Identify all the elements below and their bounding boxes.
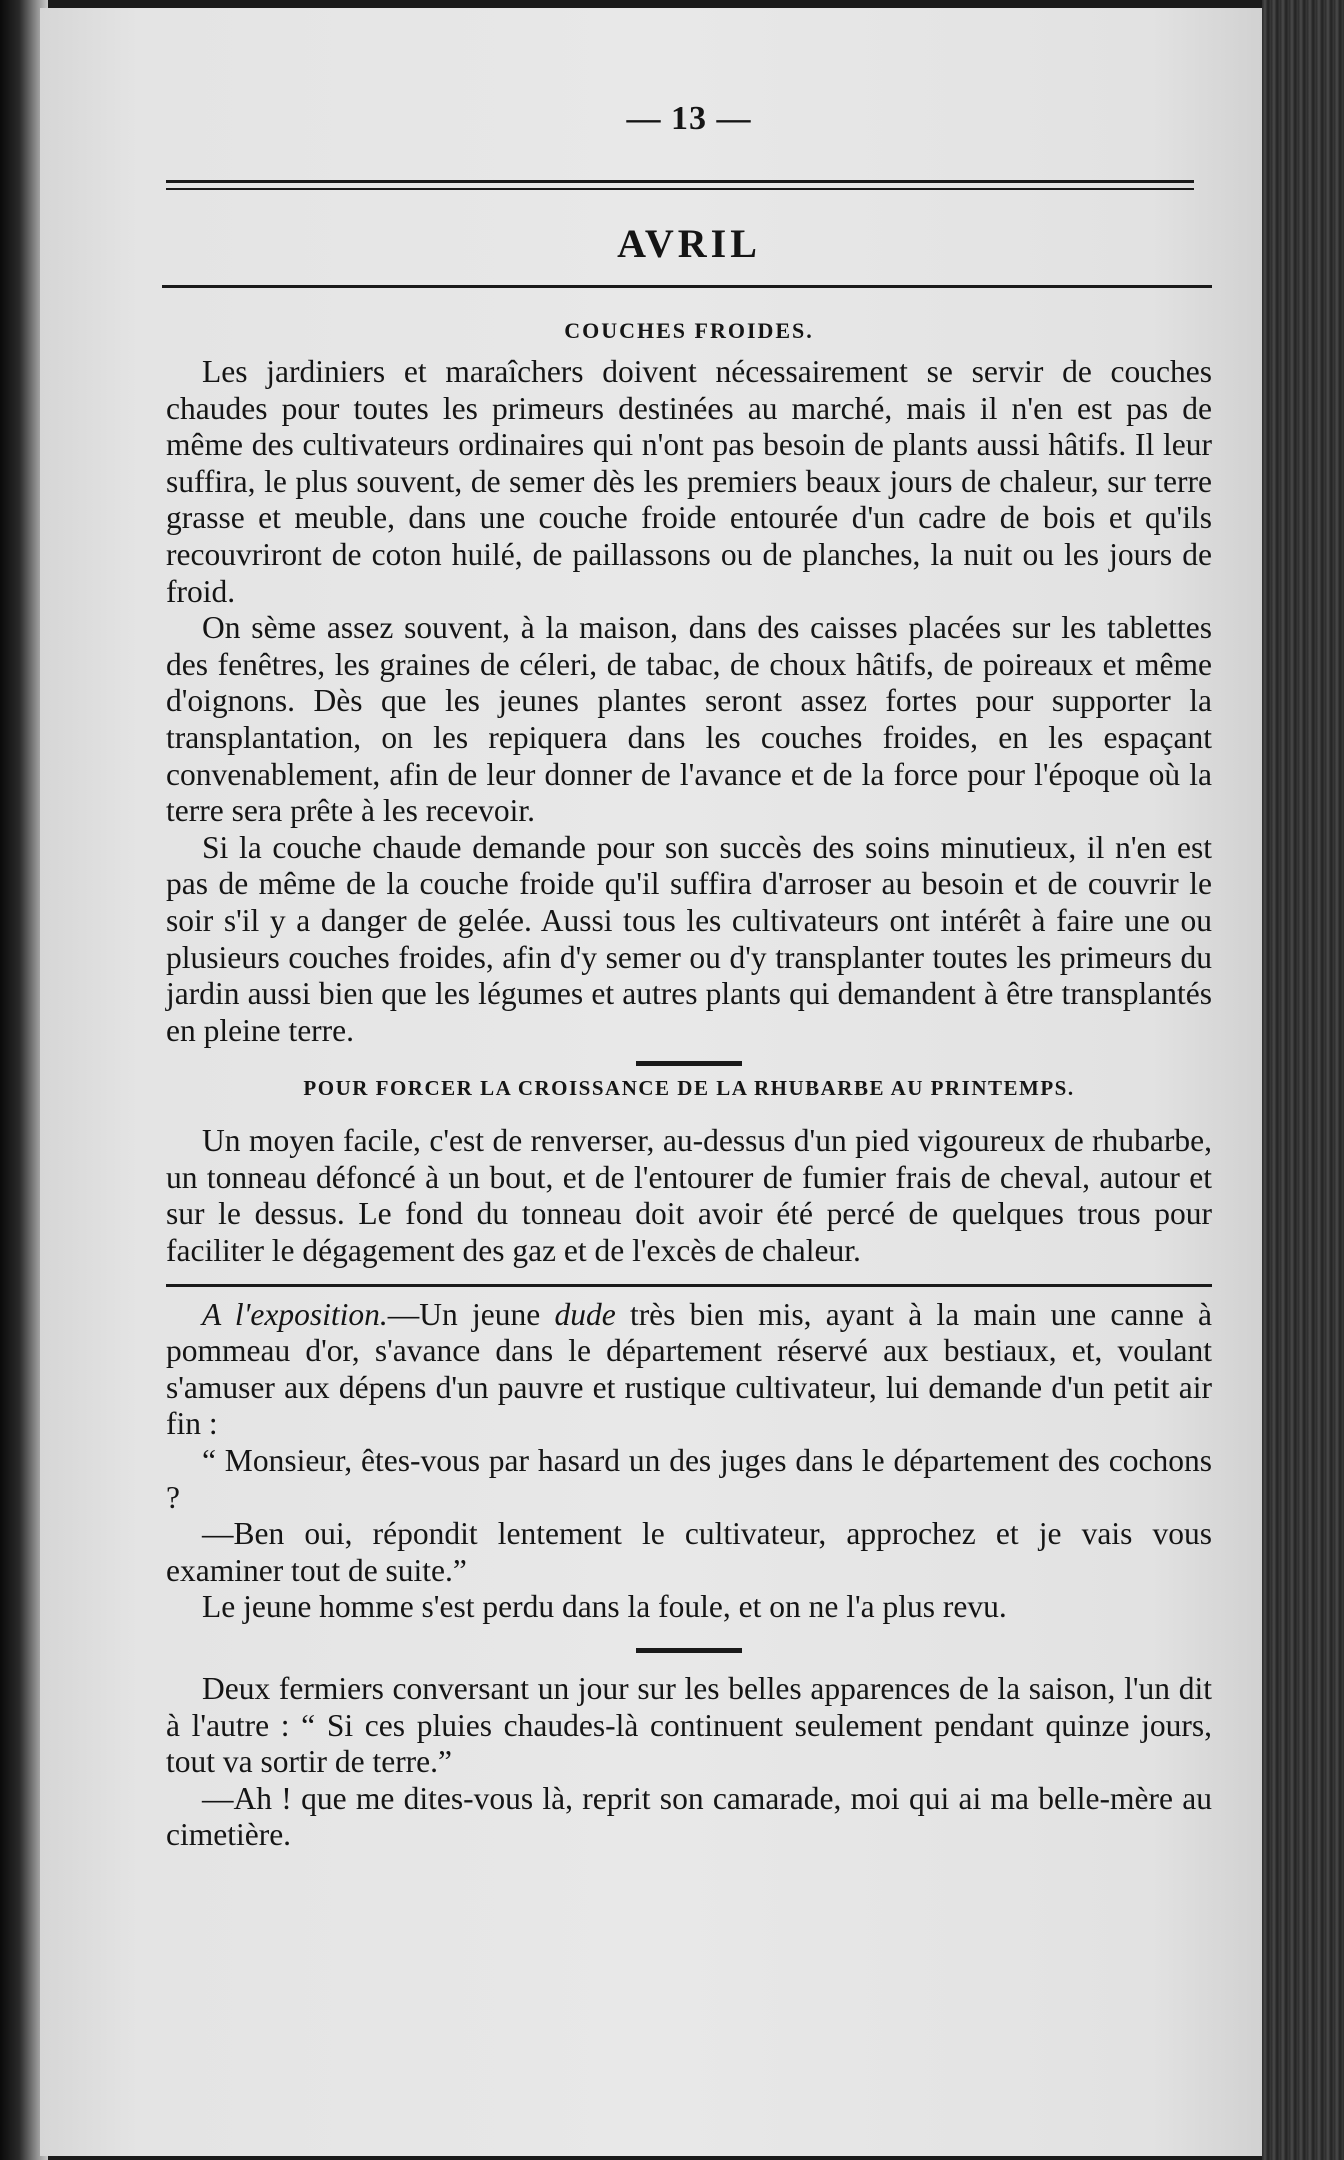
paragraph: “ Monsieur, êtes-vous par hasard un des juges dans le département des cochons ? <box>166 1443 1212 1515</box>
paragraph: On sème assez souvent, à la maison, dans des caisses placées sur les tablettes des fenêtres, les graines de céleri, de tabac, de choux hâtifs, de poireaux et même d'oignons. Dès que les jeunes plantes seront assez fortes pour supporter la transplantation, on les repiquera dans les couches froides, en les espaçant convenablement, afin de leur donner de l'avance et de la force pour l'époque où la terre sera prête à les recevoir. <box>166 610 1212 829</box>
anecdote-italic-word: dude <box>554 1296 616 1332</box>
anecdote-paragraph <box>166 1297 1212 1443</box>
section-rule <box>166 1284 1212 1287</box>
paragraph: —Ah ! que me dites-vous là, reprit son camarade, moi qui ai ma belle-mère au cimetière. <box>166 1780 1212 1853</box>
section-heading-rhubarbe: POUR FORCER LA CROISSANCE DE LA RHUBARBE AU PRINTEMPS. <box>303 1076 1075 1101</box>
section-divider <box>636 1061 742 1066</box>
book-page-stack-right-edge <box>1262 0 1344 2160</box>
title-rule <box>162 285 1212 288</box>
month-title: AVRIL <box>617 221 761 266</box>
header-double-rule <box>166 180 1194 190</box>
section-heading-couches: COUCHES FROIDES. <box>564 318 814 343</box>
section-divider <box>636 1648 742 1653</box>
page-number: — 13 — <box>626 100 752 137</box>
anecdote-text: très bien mis, ayant à la main une canne à pommeau d'or, s'avance dans le département réservé aux bestiaux, et, voulant s'amuser aux dépens d'un pauvre et rustique cultivateur, lui demande d'un petit air fin : <box>166 1296 1213 1442</box>
paragraph: —Ben oui, répondit lentement le cultivateur, approchez et je vais vous examiner tout de suite.” <box>166 1516 1212 1588</box>
paragraph: Si la couche chaude demande pour son succès des soins minutieux, il n'en est pas de même de la couche froide qu'il suffira d'arroser au besoin et de couvrir le soir s'il y a danger de gelée. Aussi tous les cultivateurs ont intérêt à faire une ou plusieurs couches froides, afin d'y semer ou d'y transplanter toutes les primeurs du jardin aussi bien que les légumes et autres plants qui demandent à être transplantés en pleine terre. <box>166 829 1212 1048</box>
paragraph: Le jeune homme s'est perdu dans la foule, et on ne l'a plus revu. <box>202 1589 1007 1625</box>
page-content <box>166 100 1212 1854</box>
anecdote-lead: A l'exposition. <box>202 1296 388 1332</box>
paragraph: Deux fermiers conversant un jour sur les belles apparences de la saison, l'un dit à l'autre : “ Si ces pluies chaudes-là continuent seulement pendant quinze jours, tout va sortir de terre.” <box>166 1671 1212 1780</box>
anecdote-text: —Un jeune <box>387 1296 555 1332</box>
paragraph: Un moyen facile, c'est de renverser, au-dessus d'un pied vigoureux de rhubarbe, un tonneau défoncé à un bout, et de l'entourer de fumier frais de cheval, autour et sur le dessus. Le fond du tonneau doit avoir été percé de quelques trous pour faciliter le dégagement des gaz et de l'excès de chaleur. <box>166 1123 1212 1269</box>
paragraph: Les jardiniers et maraîchers doivent nécessairement se servir de couches chaudes pour toutes les primeurs destinées au marché, mais il n'en est pas de même des cultivateurs ordinaires qui n'ont pas besoin de plants aussi hâtifs. Il leur suffira, le plus souvent, de semer dès les premiers beaux jours de chaleur, sur terre grasse et meuble, dans une couche froide entourée d'un cadre de bois et qu'ils recouvriront de coton huilé, de paillassons ou de planches, la nuit ou les jours de froid. <box>166 354 1212 609</box>
